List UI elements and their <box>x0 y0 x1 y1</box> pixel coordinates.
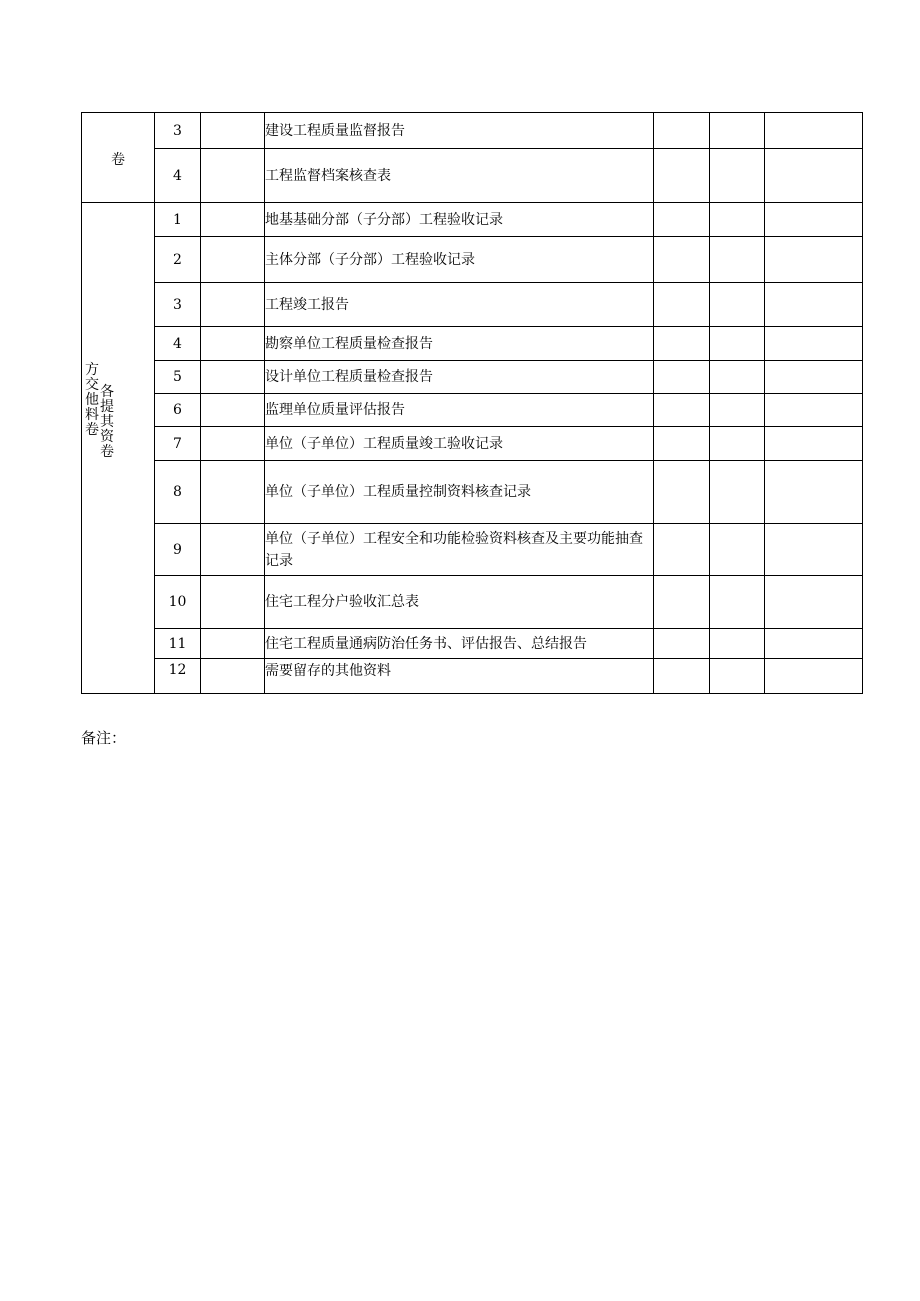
table-row <box>82 283 863 327</box>
item-name: 主体分部（子分部）工程验收记录 <box>265 237 654 283</box>
item-name: 地基基础分部（子分部）工程验收记录 <box>265 203 654 237</box>
blank-cell <box>710 283 765 327</box>
row-number: 8 <box>155 461 201 524</box>
remark-label: 备注： <box>81 729 127 747</box>
blank-cell <box>710 394 765 427</box>
table-row <box>82 149 863 203</box>
item-name: 设计单位工程质量检查报告 <box>265 361 654 394</box>
blank-cell <box>201 576 265 629</box>
blank-cell <box>201 524 265 576</box>
blank-cell <box>710 576 765 629</box>
blank-cell <box>654 203 710 237</box>
blank-cell <box>765 524 863 576</box>
blank-cell <box>765 576 863 629</box>
item-name: 工程竣工报告 <box>265 283 654 327</box>
item-name: 住宅工程质量通病防治任务书、评估报告、总结报告 <box>265 629 654 659</box>
category-cell-other-docs <box>82 203 155 694</box>
row-number: 3 <box>155 283 201 327</box>
table-row <box>82 659 863 694</box>
table-row <box>82 203 863 237</box>
blank-cell <box>710 659 765 694</box>
blank-cell <box>654 576 710 629</box>
category-label: 卷 <box>111 151 125 168</box>
item-name: 监理单位质量评估报告 <box>265 394 654 427</box>
blank-cell <box>201 659 265 694</box>
table-row <box>82 394 863 427</box>
blank-cell <box>654 237 710 283</box>
blank-cell <box>765 149 863 203</box>
blank-cell <box>201 427 265 461</box>
table-row <box>82 576 863 629</box>
blank-cell <box>710 524 765 576</box>
blank-cell <box>765 203 863 237</box>
archive-table <box>81 112 863 694</box>
blank-cell <box>765 427 863 461</box>
row-number: 2 <box>155 237 201 283</box>
blank-cell <box>201 361 265 394</box>
item-name: 住宅工程分户验收汇总表 <box>265 576 654 629</box>
blank-cell <box>765 283 863 327</box>
blank-cell <box>201 283 265 327</box>
blank-cell <box>765 327 863 361</box>
row-number: 3 <box>155 113 201 149</box>
blank-cell <box>201 327 265 361</box>
row-number: 4 <box>155 149 201 203</box>
blank-cell <box>654 659 710 694</box>
blank-cell <box>201 149 265 203</box>
row-number: 7 <box>155 427 201 461</box>
item-name: 工程监督档案核查表 <box>265 149 654 203</box>
row-number: 1 <box>155 203 201 237</box>
table-row <box>82 524 863 576</box>
row-number: 9 <box>155 524 201 576</box>
row-number: 5 <box>155 361 201 394</box>
blank-cell <box>654 149 710 203</box>
item-name: 建设工程质量监督报告 <box>265 113 654 149</box>
table-row <box>82 327 863 361</box>
category-cell-volume <box>82 113 155 203</box>
blank-cell <box>710 237 765 283</box>
blank-cell <box>710 629 765 659</box>
blank-cell <box>765 237 863 283</box>
blank-cell <box>654 427 710 461</box>
table-row <box>82 361 863 394</box>
blank-cell <box>710 461 765 524</box>
blank-cell <box>654 629 710 659</box>
blank-cell <box>710 427 765 461</box>
item-name: 单位（子单位）工程质量竣工验收记录 <box>265 427 654 461</box>
blank-cell <box>710 327 765 361</box>
blank-cell <box>654 327 710 361</box>
blank-cell <box>765 361 863 394</box>
item-name: 勘察单位工程质量检查报告 <box>265 327 654 361</box>
category-label-col1: 方 交 他 料 卷 <box>85 362 99 438</box>
item-name: 单位（子单位）工程质量控制资料核查记录 <box>265 461 654 524</box>
row-number: 10 <box>155 576 201 629</box>
blank-cell <box>201 629 265 659</box>
category-label-col2: 各 提 其 资 卷 <box>100 384 114 460</box>
blank-cell <box>654 524 710 576</box>
blank-cell <box>765 629 863 659</box>
row-number: 4 <box>155 327 201 361</box>
blank-cell <box>710 149 765 203</box>
table-row <box>82 461 863 524</box>
blank-cell <box>710 361 765 394</box>
row-number: 11 <box>155 629 201 659</box>
blank-cell <box>765 461 863 524</box>
blank-cell <box>710 113 765 149</box>
blank-cell <box>654 113 710 149</box>
blank-cell <box>654 361 710 394</box>
blank-cell <box>201 394 265 427</box>
blank-cell <box>201 237 265 283</box>
blank-cell <box>201 203 265 237</box>
table-row <box>82 629 863 659</box>
item-name: 单位（子单位）工程安全和功能检验资料核查及主要功能抽查记录 <box>265 524 654 576</box>
row-number: 12 <box>155 659 201 694</box>
blank-cell <box>654 283 710 327</box>
blank-cell <box>765 394 863 427</box>
table-row <box>82 237 863 283</box>
blank-cell <box>201 461 265 524</box>
blank-cell <box>654 461 710 524</box>
blank-cell <box>710 203 765 237</box>
blank-cell <box>654 394 710 427</box>
table-row <box>82 113 863 149</box>
blank-cell <box>201 113 265 149</box>
blank-cell <box>765 659 863 694</box>
row-number: 6 <box>155 394 201 427</box>
item-name: 需要留存的其他资料 <box>265 659 654 694</box>
blank-cell <box>765 113 863 149</box>
table-row <box>82 427 863 461</box>
